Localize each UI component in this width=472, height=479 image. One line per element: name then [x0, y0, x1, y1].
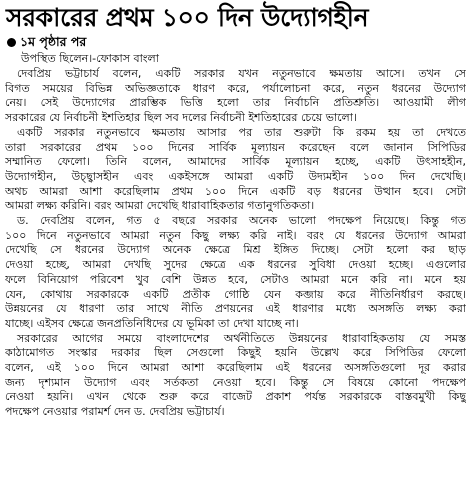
- body-line: একটি সরকার নতুনভাবে ক্ষমতায় আসার পর তার শুরুটা কি রকম হয় তা দেখতে: [17, 125, 466, 139]
- body-line: সরকারের আগের সময়ে বাংলাদেশের অর্থনীতিতে উন্নয়নের ধারাবাহিকতায় যে সমস্ত: [17, 331, 466, 345]
- body-line: ১০০ দিনে নতুনভাবে আমরা নতুন কিছু লক্ষ্য করি নাই। বরং যে ধরনের উদ্যোগ আমরা: [5, 228, 466, 242]
- body-line: কাঠামোগত সংস্কার দরকার ছিল সেগুলো কিছুই হয়নি উল্লেখ করে সিপিডির ফেলো: [5, 346, 466, 360]
- photo-credit: উপস্থিত ছিলেন।-ফোকাস বাংলা: [21, 52, 159, 65]
- body-line: পদক্ষেপ নেওয়ার পরামর্শ দেন ড. দেবপ্রিয় ভট্টাচার্য।: [5, 405, 225, 419]
- body-line: ড. দেবপ্রিয় বলেন, গত ৫ বছরে সরকার অনেক ভালো পদক্ষেপ নিয়েছে। কিন্তু গত: [17, 214, 466, 228]
- body-line: যাচ্ছে। এইসব ক্ষেত্রে জনপ্রতিনিধিদের যে ভূমিকা তা দেখা যাচ্ছে না।: [5, 316, 299, 330]
- body-line: সরকারের যে নির্বাচনী ইশতিহার ছিল সব দলের নির্বাচনী ইশতিহারের চেয়ে ভালো।: [5, 111, 357, 125]
- headline: সরকারের প্রথম ১০০ দিন উদ্যোগহীন: [6, 3, 369, 32]
- body-line: নেওয়া হয়নি। এখন থেকে শুরু করে বাজেট প্রকাশ পর্যন্ত সরকারকে বাস্তবমুখী কিছু: [5, 390, 466, 404]
- body-line: অথচ আমরা আশা করেছিলাম প্রথম ১০০ দিনে একটি বড় ধরনের উত্থান হবে। সেটা: [5, 184, 466, 198]
- body-line: তারা সরকারের প্রথম ১০০ দিনের সার্বিক মূল্যায়ন করেছেন বলে জানান সিপিডির: [5, 140, 466, 154]
- body-line: ফলে বিনিয়োগ পরিবেশ খুব বেশি উন্নত হবে, সেটাও আমরা মনে করি না। মনে হয়: [5, 272, 466, 286]
- body-line: সম্মানিত ফেলো। তিনি বলেন, আমাদের সার্বিক মূল্যায়ন হচ্ছে, একটি উৎসাহহীন,: [5, 155, 466, 169]
- body-line: যেন, কোথায় সরকারকে একটি প্রতীক গোষ্ঠি যেন কব্জায় করে নীতিনির্ধারণ করছে।: [5, 287, 466, 301]
- body-line: উন্নয়নের যে ধারণা তার সাথে নীতি প্রণয়নের এই ধারণার মধ্যে অসঙ্গতি লক্ষ্য করা: [5, 302, 466, 316]
- continued-from: [7, 34, 466, 50]
- body-line: জন্য দৃশ্যমান উদ্যোগ এবং সর্তকতা নেওয়া হবে। কিন্তু সে বিষয়ে কোনো পদক্ষেপ: [5, 375, 466, 389]
- body-line: নেয়। সেই উদ্যোগের প্রারম্ভিক ভিত্তি হলো তার নির্বাচনি প্রতিশ্রুতি। আওয়ামী লীগ: [5, 96, 466, 110]
- body-line: বলেন, এই ১০০ দিনে আমরা আশা করেছিলাম এই ধরনের অসঙ্গতিগুলো দূর করার: [5, 361, 466, 375]
- body-line: দেখেছি সে ধরনের উদ্যোগ অনেক ক্ষেত্রে মিশ্র ইঙ্গিত দিচ্ছে। সেটা হলো কর ছাড়: [5, 243, 466, 257]
- continued-from-label: ১ম পৃষ্ঠার পর: [20, 34, 87, 49]
- bullet-icon: [7, 38, 16, 47]
- body-line: বিগত সময়ের বিভিন্ন অভিজ্ঞতাকে ধারণ করে, পর্যালোচনা করে, নতুন ধরনের উদ্যোগ: [5, 81, 466, 95]
- body-line: আমরা লক্ষ্য করিনি। বরং আমরা দেখেছি ধারাবাহিকতার গতানুগতিকতা।: [5, 199, 315, 213]
- body-line: দেবপ্রিয় ভট্টাচার্য বলেন, একটি সরকার যখন নতুনভাবে ক্ষমতায় আসে। তখন সে: [17, 67, 466, 80]
- body-line: দেওয়া হচ্ছে, আমরা দেখছি সুদের ক্ষেত্রে এক ধরনের সুবিধা দেওয়া হচ্ছে। এগুলোর: [5, 258, 466, 272]
- body-line: উদ্যোগহীন, উচ্ছ্বাসহীন এবং একইসঙ্গে আমরা একটি উদ্যমহীন ১০০ দিন দেখেছি।: [5, 169, 466, 183]
